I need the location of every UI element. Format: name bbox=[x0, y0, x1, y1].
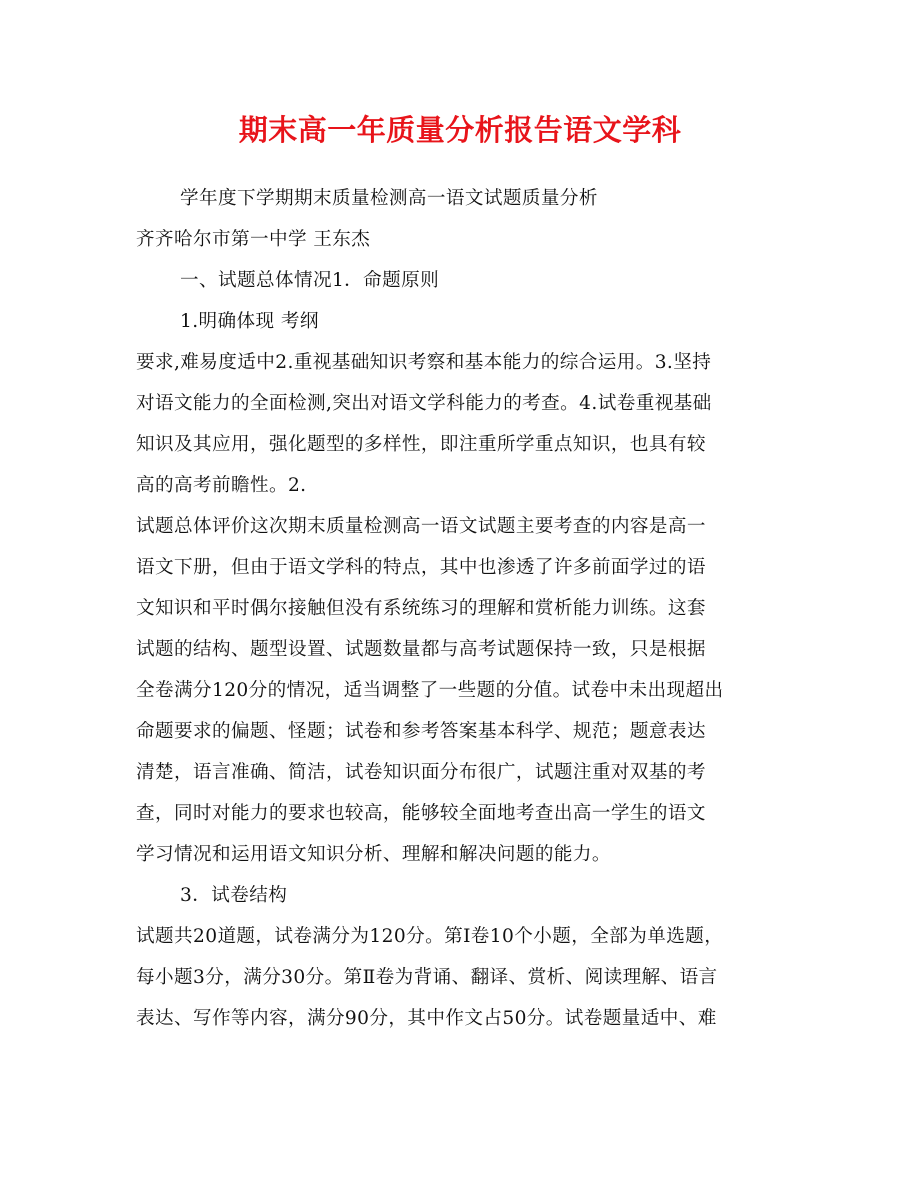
paragraph-line: 知识及其应用，强化题型的多样性，即注重所学重点知识，也具有较 bbox=[136, 434, 706, 455]
paragraph-line-author: 齐齐哈尔市第一中学 王东杰 bbox=[136, 229, 371, 250]
section-heading-overview: 一、试题总体情况1．命题原则 bbox=[180, 270, 440, 291]
paragraph-line: 查，同时对能力的要求也较高，能够较全面地考查出高一学生的语文 bbox=[136, 803, 706, 824]
paragraph-line-subtitle: 学年度下学期期末质量检测高一语文试题质量分析 bbox=[180, 188, 598, 209]
document-title: 期末高一年质量分析报告语文学科 bbox=[238, 113, 682, 147]
subsection-heading-principle: 1.明确体现 考纲 bbox=[180, 311, 319, 332]
paragraph-line: 命题要求的偏题、怪题；试卷和参考答案基本科学、规范；题意表达 bbox=[136, 721, 706, 742]
section-heading-structure: 3．试卷结构 bbox=[180, 885, 288, 906]
paragraph-line: 试题共20道题，试卷满分为120分。第Ⅰ卷10个小题，全部为单选题， bbox=[136, 926, 724, 947]
paragraph-line: 高的高考前瞻性。2. bbox=[136, 475, 307, 496]
paragraph-line: 学习情况和运用语文知识分析、理解和解决问题的能力。 bbox=[136, 844, 611, 865]
paragraph-line: 试题的结构、题型设置、试题数量都与高考试题保持一致，只是根据 bbox=[136, 639, 706, 660]
paragraph-line: 全卷满分120分的情况，适当调整了一些题的分值。试卷中未出现超出 bbox=[136, 680, 724, 701]
paragraph-line: 对语文能力的全面检测,突出对语文学科能力的考查。4.试卷重视基础 bbox=[136, 393, 712, 414]
paragraph-line: 试题总体评价这次期末质量检测高一语文试题主要考查的内容是高一 bbox=[136, 516, 706, 537]
paragraph-line: 语文下册，但由于语文学科的特点，其中也渗透了许多前面学过的语 bbox=[136, 557, 706, 578]
paragraph-line: 要求,难易度适中2.重视基础知识考察和基本能力的综合运用。3.坚持 bbox=[136, 352, 712, 373]
paragraph-line: 表达、写作等内容，满分90分，其中作文占50分。试卷题量适中、难 bbox=[136, 1008, 717, 1029]
paragraph-line: 文知识和平时偶尔接触但没有系统练习的理解和赏析能力训练。这套 bbox=[136, 598, 706, 619]
document-body bbox=[136, 178, 784, 1039]
paragraph-line: 每小题3分，满分30分。第Ⅱ卷为背诵、翻译、赏析、阅读理解、语言 bbox=[136, 967, 718, 988]
paragraph-line: 清楚，语言准确、简洁，试卷知识面分布很广，试题注重对双基的考 bbox=[136, 762, 706, 783]
